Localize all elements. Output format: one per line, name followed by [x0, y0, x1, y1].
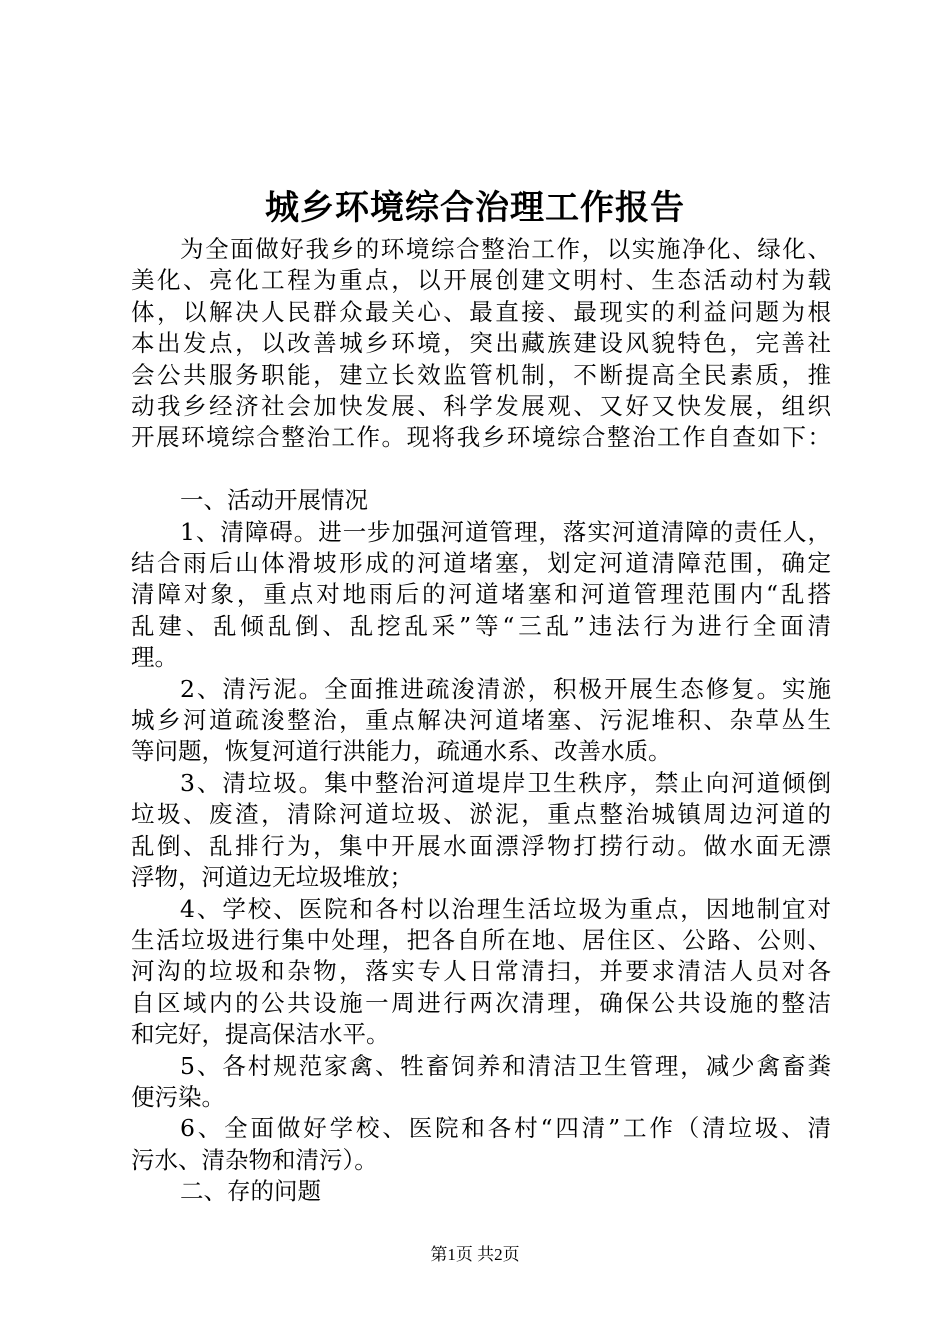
- section-heading: 一、活动开展情况: [180, 486, 368, 515]
- paragraph-line: 6、全面做好学校、医院和各村“四清”工作（清垃圾、清: [180, 1114, 831, 1143]
- paragraph-line: 生活垃圾进行集中处理，把各自所在地、居住区、公路、公则、: [131, 925, 831, 954]
- paragraph-line: 理。: [131, 643, 178, 672]
- paragraph-line: 本出发点，以改善城乡环境，突出藏族建设风貌特色，完善社: [131, 329, 831, 358]
- item-paragraph: [131, 674, 831, 768]
- paragraph-line: 垃圾、废渣，清除河道垃圾、淤泥，重点整治城镇周边河道的: [131, 800, 831, 829]
- paragraph-line: 和完好，提高保洁水平。: [131, 1020, 390, 1049]
- paragraph-line: 为全面做好我乡的环境综合整治工作，以实施净化、绿化、: [180, 235, 831, 263]
- paragraph-line: 体，以解决人民群众最关心、最直接、最现实的利益问题为根: [131, 297, 831, 326]
- document-body: [131, 234, 831, 1208]
- paragraph-line: 污水、清杂物和清污）。: [131, 1145, 378, 1174]
- item-paragraph: [131, 1113, 831, 1176]
- paragraph-line: 会公共服务职能，建立长效监管机制，不断提高全民素质，推: [131, 360, 831, 389]
- intro-paragraph: [131, 234, 831, 454]
- paragraph-line: 城乡河道疏浚整治，重点解决河道堵塞、污泥堆积、杂草丛生: [131, 706, 831, 735]
- document-title: 城乡环境综合治理工作报告: [265, 188, 685, 228]
- paragraph-line: 1、清障碍。进一步加强河道管理，落实河道清障的责任人，: [180, 517, 831, 546]
- paragraph-line: 结合雨后山体滑坡形成的河道堵塞，划定河道清障范围，确定: [131, 549, 831, 578]
- paragraph-line: 等问题，恢复河道行洪能力，疏通水系、改善水质。: [131, 737, 672, 766]
- paragraph-line: 清障对象，重点对地雨后的河道堵塞和河道管理范围内“乱搭: [131, 580, 831, 609]
- paragraph-line: 浮物，河道边无垃圾堆放；: [131, 863, 413, 892]
- paragraph-line: 自区域内的公共设施一周进行两次清理，确保公共设施的整洁: [131, 988, 831, 1017]
- paragraph-line: 乱倒、乱排行为，集中开展水面漂浮物打捞行动。做水面无漂: [131, 831, 831, 860]
- item-paragraph: [131, 768, 831, 894]
- paragraph-line: 乱建、乱倾乱倒、乱挖乱采”等“三乱”违法行为进行全面清: [131, 611, 831, 640]
- page-number-footer: 第1页 共2页: [430, 1245, 520, 1264]
- item-paragraph: [131, 1051, 831, 1114]
- section-heading: 二、存的问题: [180, 1177, 321, 1206]
- paragraph-line: 便污染。: [131, 1082, 225, 1111]
- paragraph-line: 河沟的垃圾和杂物，落实专人日常清扫，并要求清洁人员对各: [131, 957, 831, 986]
- paragraph-gap: [131, 454, 831, 485]
- paragraph-line: 4、学校、医院和各村以治理生活垃圾为重点，因地制宜对: [180, 894, 831, 923]
- paragraph-line: 2、清污泥。全面推进疏浚清淤，积极开展生态修复。实施: [180, 674, 831, 703]
- paragraph-line: 美化、亮化工程为重点，以开展创建文明村、生态活动村为载: [131, 266, 831, 295]
- paragraph-line: 动我乡经济社会加快发展、科学发展观、又好又快发展，组织: [131, 392, 831, 421]
- paragraph-line: 开展环境综合整治工作。现将我乡环境综合整治工作自查如下：: [131, 423, 831, 452]
- paragraph-line: 3、清垃圾。集中整治河道堤岸卫生秩序，禁止向河道倾倒: [180, 768, 831, 797]
- item-paragraph: [131, 517, 831, 674]
- paragraph-line: 5、各村规范家禽、牲畜饲养和清洁卫生管理，减少禽畜粪: [180, 1051, 831, 1080]
- item-paragraph: [131, 894, 831, 1051]
